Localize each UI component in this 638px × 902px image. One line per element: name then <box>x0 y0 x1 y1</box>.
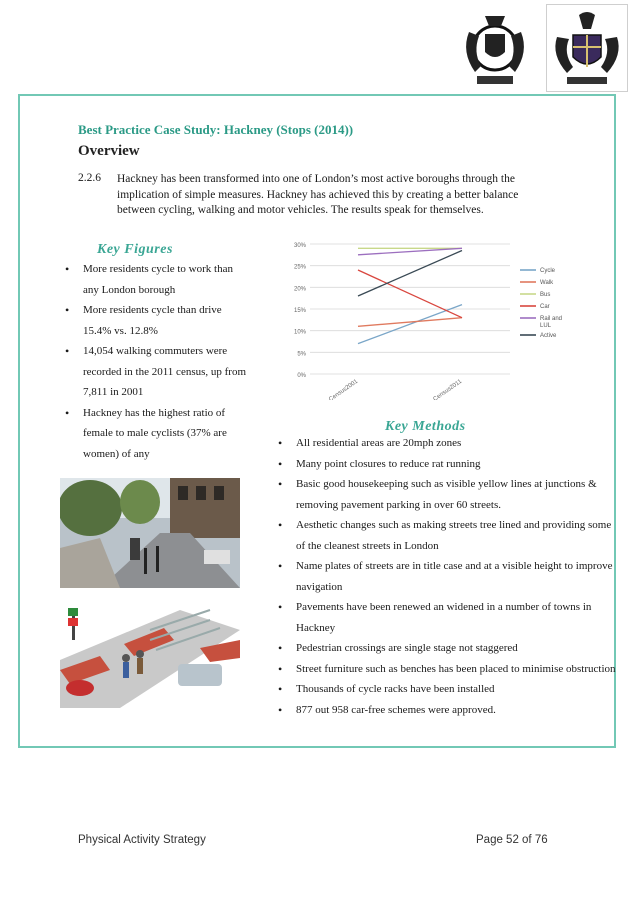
y-tick-label: 20% <box>293 286 306 293</box>
list-item: • 877 out 958 car-free schemes were approved. <box>278 700 618 721</box>
legend-label: Active <box>540 333 557 339</box>
list-item: • Street furniture such as benches has been placed to minimise obstruction <box>278 659 618 680</box>
list-item: • More residents cycle to work than any London borough <box>65 259 250 300</box>
section-number: 2.2.6 <box>78 172 101 184</box>
series-line <box>358 248 462 255</box>
overview-paragraph: Hackney has been transformed into one of London’s most active boroughs through the implication of simple measures. Hackney has achieved this by creating a better balance between cycling, walking and motor vehicles. The results speak for themselves. <box>117 173 519 216</box>
list-item: • Thousands of cycle racks have been installed <box>278 679 618 700</box>
case-study-title: Best Practice Case Study: Hackney (Stops (2014)) <box>78 122 354 137</box>
list-item: • Pavements have been renewed an widened in a number of towns in Hackney <box>278 597 618 638</box>
list-item: • More residents cycle than drive 15.4% vs. 12.8% <box>65 300 250 341</box>
list-item: • All residential areas are 20mph zones <box>278 433 618 454</box>
key-figures-heading: Key Figures <box>97 242 173 257</box>
list-item: • 14,054 walking commuters were recorded in the 2011 census, up from 7,811 in 2001 <box>65 341 250 403</box>
commute-mode-chart <box>280 238 586 400</box>
street-scene-photo <box>60 478 240 588</box>
list-item: • Aesthetic changes such as making streets tree lined and providing some of the cleanest streets in London <box>278 515 618 556</box>
x-tick-label: Census2011 <box>432 378 464 400</box>
legend-label: Car <box>540 304 550 310</box>
y-tick-label: 25% <box>293 264 306 271</box>
legend-label: Walk <box>540 280 554 286</box>
crossing-illustration <box>60 600 240 708</box>
chart-svg <box>280 238 586 400</box>
legend-label: Cycle <box>540 268 556 274</box>
footer-document-title: Physical Activity Strategy <box>78 834 206 846</box>
y-tick-label: 5% <box>297 351 306 358</box>
list-item: • Basic good housekeeping such as visible yellow lines at junctions & removing pavement parking in over 60 streets. <box>278 474 618 515</box>
key-figures-list <box>65 259 250 464</box>
legend-label: Bus <box>540 292 551 298</box>
y-tick-label: 15% <box>293 308 306 314</box>
list-item: • Pedestrian crossings are single stage not staggered <box>278 638 618 659</box>
y-tick-label: 10% <box>293 329 306 336</box>
series-line <box>358 318 462 327</box>
footer-page-number: Page 52 of 76 <box>476 834 548 846</box>
key-methods-list <box>278 433 618 720</box>
x-tick-label: Census2001 <box>328 378 360 400</box>
list-item: • Name plates of streets are in title case and at a visible height to improve navigation <box>278 556 618 597</box>
y-tick-label: 30% <box>293 243 306 249</box>
borough-coat-of-arms-icon <box>546 4 628 92</box>
list-item: • Hackney has the highest ratio of female to male cyclists (37% are women) of any <box>65 403 250 465</box>
y-tick-label: 0% <box>297 373 306 379</box>
royal-coat-of-arms-icon <box>455 4 535 90</box>
legend-label: LUL <box>540 323 552 329</box>
key-methods-heading: Key Methods <box>385 419 466 434</box>
list-item: • Many point closures to reduce rat running <box>278 454 618 475</box>
series-line <box>358 251 462 297</box>
overview-heading: Overview <box>78 143 140 159</box>
legend-label: Rail and <box>540 316 563 322</box>
series-line <box>358 270 462 318</box>
